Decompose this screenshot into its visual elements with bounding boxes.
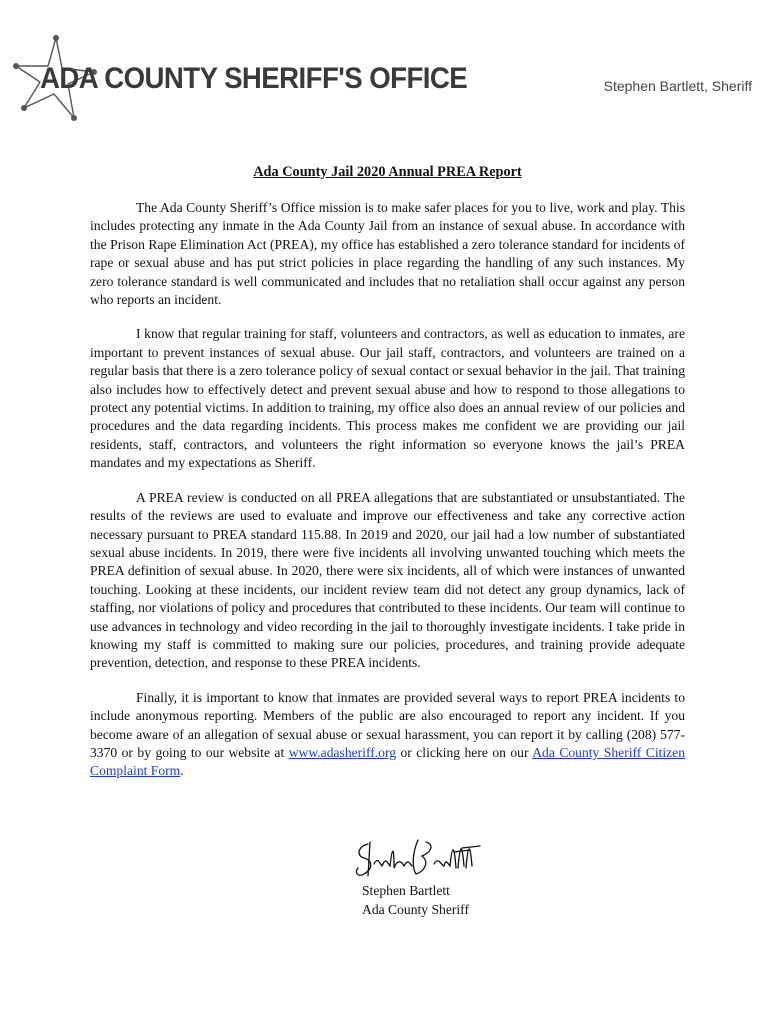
office-name: ADA COUNTY SHERIFF'S OFFICE (40, 62, 468, 95)
sheriff-name-header: Stephen Bartlett, Sheriff (603, 78, 752, 94)
paragraph-reporting (90, 689, 685, 781)
signature-block (362, 881, 469, 919)
complaint-form-link[interactable]: Ada County Sheriff Citizen Complaint Form (90, 744, 686, 779)
paragraph-mission: The Ada County Sheriff’s Office mission is to make safer places for you to live, work and play. This includes protecting any inmate in the Ada County Jail from an instance of sexual abuse. In accordance with the Prison Rape Elimination Act (PREA), my office has established a zero tolerance standard for incidents of rape or sexual abuse and has put strict policies in place regarding the handling of any such instances. My zero tolerance standard is well communicated and includes that no retaliation shall occur against any person who reports an incident. (90, 200, 685, 308)
reporting-text-end: . (180, 763, 184, 779)
reporting-text: Finally, it is important to know that inmates are provided several ways to report PREA incidents to include anonymous reporting. Members of the public are also encouraged to report any incident. If you become aware of an allegation of sexual abuse or sexual harassment, you can report it by calling (208) 577-3370 or by going to our website at (90, 689, 685, 760)
paragraph-review: A PREA review is conducted on all PREA allegations that are substantiated or unsubstantiated. The results of the reviews are used to evaluate and improve our effectiveness and take any corrective action necessary pursuant to PREA standard 115.88. In 2019 and 2020, our jail had a low number of substantiated sexual abuse incidents. In 2019, there were five incidents all involving unwanted touching which meets the PREA definition of sexual abuse. In 2020, there were six incidents, all of which were instances of unwanted touching. Looking at these incidents, our incident review team did not detect any group dynamics, lack of staffing, nor violations of policy and procedures that contributed to these incidents. Our team will continue to use advances in technology and video recording in the jail to thoroughly investigate incidents. I take pride in knowing my staff is committed to making sure our policies, procedures, and training provide adequate prevention, detection, and response to these PREA incidents. (90, 489, 685, 671)
report-body (90, 164, 685, 797)
handwritten-signature (354, 834, 494, 880)
signer-name: Stephen Bartlett (362, 883, 450, 898)
paragraph-training: I know that regular training for staff, volunteers and contractors, as well as education to inmates, are important to prevent instances of sexual abuse. Our jail staff, contractors, and volunteers are trained on a regular basis that there is a zero tolerance policy of sexual contact or sexual behavior in the jail. That training also includes how to effectively detect and prevent sexual abuse and how to respond to those allegations to protect any potential victims. In addition to training, my office also does an annual review of our policies and procedures and the data regarding incidents. This process makes me confident we are providing our jail residents, staff, contractors, and volunteers the right information so everyone knows the jail’s PREA mandates and my expectations as Sheriff. (90, 326, 685, 471)
report-title: Ada County Jail 2020 Annual PREA Report (253, 164, 522, 180)
letterhead (0, 0, 770, 130)
signer-title: Ada County Sheriff (362, 902, 469, 917)
website-link[interactable]: www.adasheriff.org (288, 744, 397, 760)
reporting-text-between: or clicking here on our (396, 744, 533, 760)
